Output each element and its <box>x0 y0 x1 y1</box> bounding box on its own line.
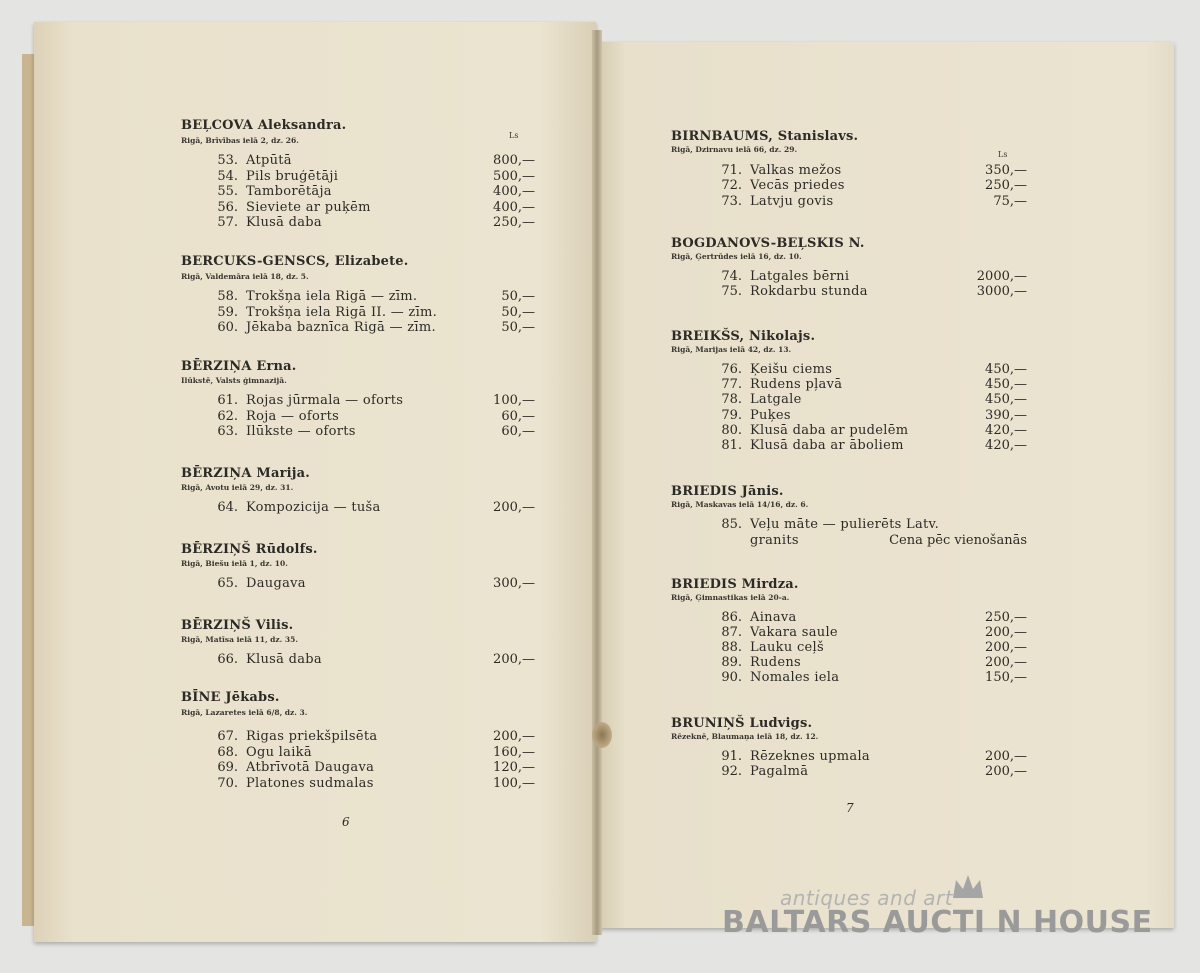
artwork-entry <box>721 438 1027 454</box>
artwork-price: 250,— <box>985 178 1027 194</box>
artwork-title: Ilūkste — oforts <box>246 424 356 440</box>
artwork-number: 73. <box>721 193 742 209</box>
artwork-title: Pils bruģētāji <box>246 168 339 184</box>
artwork-price: 500,— <box>493 168 535 184</box>
artwork-title: Klusā daba <box>246 215 322 231</box>
artwork-title: Vecās priedes <box>750 178 845 194</box>
artwork-title: Latgale <box>750 392 802 408</box>
artwork-title: Atpūtā <box>246 153 292 168</box>
artwork-number: 53. <box>217 153 238 168</box>
artwork-entry <box>721 670 1027 686</box>
artwork-number: 70. <box>217 775 238 791</box>
artwork-price: 200,— <box>493 652 535 667</box>
artwork-title: Jēkaba baznīca Rigā — zīm. <box>246 320 436 336</box>
artist-address: Rigā, Ģertrūdes ielā 16, dz. 10. <box>671 252 802 261</box>
artwork-price: 400,— <box>493 199 535 215</box>
artwork-title: Valkas mežos <box>750 163 842 178</box>
artwork-price: 420,— <box>985 438 1027 453</box>
artist-address: Rēzeknē, Blaumaņa ielā 18, dz. 12. <box>671 732 819 741</box>
artwork-entry <box>721 377 1027 393</box>
artwork-title: Tamborētāja <box>246 184 332 200</box>
artwork-title: Ķeišu ciems <box>750 362 833 377</box>
artist-address: Rigā, Valdemāra ielā 18, dz. 5. <box>181 272 309 281</box>
artwork-price: 200,— <box>985 749 1027 764</box>
artwork-number: 89. <box>721 655 742 671</box>
artist-name: BĒRZIŅA Marija. <box>181 466 311 481</box>
artwork-price: 450,— <box>985 362 1027 377</box>
artwork-number: 54. <box>217 168 238 184</box>
artwork-number: 68. <box>217 744 238 760</box>
artwork-entry <box>217 408 535 425</box>
artwork-entry <box>217 153 535 169</box>
artwork-title: Rigas priekšpilsēta <box>246 729 378 744</box>
artwork-entry <box>217 760 535 776</box>
artwork-title: Pagalmā <box>750 764 809 780</box>
artist-name: BEĻCOVA Aleksandra. <box>181 118 347 133</box>
artwork-title: Klusā daba ar pudelēm <box>750 422 909 438</box>
artwork-entry <box>721 764 1027 780</box>
artwork-title: Puķes <box>750 407 791 423</box>
artwork-number: 81. <box>721 438 742 453</box>
artwork-title: Klusā daba <box>246 652 322 667</box>
artwork-number: 92. <box>721 764 742 780</box>
artwork-price: 400,— <box>493 184 535 200</box>
artwork-number: 77. <box>721 377 742 393</box>
watermark-brand: BALTARS AUCTI N HOUSE <box>722 905 1153 940</box>
artwork-title: Rudens pļavā <box>750 377 843 393</box>
artwork-price: 100,— <box>493 775 535 791</box>
artwork-title: Ogu laikā <box>246 744 312 760</box>
artwork-entry <box>217 304 535 321</box>
artwork-price: 250,— <box>985 610 1027 625</box>
artwork-entry <box>721 749 1027 765</box>
artwork-price: 3000,— <box>976 284 1027 300</box>
artist-address: Rigā, Avotu ielā 29, dz. 31. <box>181 483 294 492</box>
artwork-entry <box>721 284 1027 300</box>
artist-address: Rigā, Dzirnavu ielā 66, dz. 29. <box>671 145 798 154</box>
artwork-entry <box>721 193 1027 210</box>
artist-address: Rigā, Biešu ielā 1, dz. 10. <box>181 559 288 568</box>
artwork-number: 62. <box>217 408 238 424</box>
artwork-entry <box>217 215 535 231</box>
artwork-entry <box>721 163 1027 179</box>
artwork-entry <box>721 655 1027 671</box>
artwork-price: 75,— <box>993 193 1027 209</box>
artwork-entry <box>721 517 1027 548</box>
artwork-number: 57. <box>217 215 238 231</box>
currency-label-right: Ls <box>998 150 1008 159</box>
artist-address: Rigā, Matīsa ielā 11, dz. 35. <box>181 635 298 644</box>
artwork-price: 120,— <box>493 760 535 776</box>
artwork-entry <box>721 269 1027 285</box>
artwork-entry <box>217 729 535 745</box>
artwork-price: 2000,— <box>976 269 1027 284</box>
page-number-left: 6 <box>342 815 350 829</box>
artwork-title: Trokšņa iela Rigā II. — zīm. <box>246 304 438 320</box>
paper-stain <box>592 722 612 748</box>
artwork-number: 75. <box>721 284 742 300</box>
artwork-number: 79. <box>721 407 742 423</box>
artist-name: BERCUKS-GENSCS, Elizabete. <box>181 254 409 269</box>
artwork-number: 74. <box>721 269 742 284</box>
artwork-title: Rudens <box>750 655 802 671</box>
artwork-entry <box>217 199 535 216</box>
artwork-price: 50,— <box>501 320 535 336</box>
artwork-title: Latvju govis <box>750 193 834 209</box>
artwork-price: 450,— <box>985 377 1027 393</box>
artwork-title: Daugava <box>246 576 306 591</box>
artwork-title: Atbrīvotā Daugava <box>246 760 375 776</box>
artist-name: BOGDANOVS-BEĻSKIS N. <box>671 236 865 251</box>
artwork-number: 55. <box>217 184 238 200</box>
artist-address: Rigā, Lazaretes ielā 6/8, dz. 3. <box>181 708 308 717</box>
artwork-entry <box>217 424 535 440</box>
artist-address: Ilūkstē, Valsts ģimnazijā. <box>181 376 287 385</box>
artwork-entry <box>217 652 535 668</box>
artwork-entry <box>217 168 535 185</box>
artwork-number: 91. <box>721 749 742 764</box>
artist-name: BĪNE Jēkabs. <box>181 690 280 705</box>
artwork-title: Rēzeknes upmala <box>750 749 870 764</box>
artwork-price: 200,— <box>493 500 535 515</box>
artist-name: BREIKŠS, Nikolajs. <box>671 329 816 344</box>
artwork-title: Vakara saule <box>750 625 838 641</box>
artist-name: BĒRZIŅA Erna. <box>181 359 297 374</box>
currency-label-left: Ls <box>509 131 519 140</box>
artwork-price: 60,— <box>501 408 535 424</box>
artwork-number: 58. <box>217 289 238 304</box>
artist-address: Rigā, Maskavas ielā 14/16, dz. 6. <box>671 500 809 509</box>
artwork-price: 390,— <box>985 407 1027 423</box>
artwork-number: 72. <box>721 178 742 194</box>
artwork-price: 60,— <box>501 424 535 440</box>
artwork-price: 800,— <box>493 153 535 168</box>
artwork-number: 90. <box>721 670 742 686</box>
artwork-title: Platones sudmalas <box>246 775 374 791</box>
artwork-number: 64. <box>217 500 238 515</box>
artwork-title: Nomales iela <box>750 670 840 686</box>
artwork-entry <box>217 320 535 336</box>
artist-name: BĒRZIŅŠ Rūdolfs. <box>181 542 318 557</box>
artwork-title: Rokdarbu stunda <box>750 284 868 300</box>
artwork-price: 200,— <box>985 625 1027 641</box>
artwork-title: Klusā daba ar āboliem <box>750 438 904 453</box>
artwork-entry <box>217 393 535 409</box>
artwork-price: 200,— <box>985 655 1027 671</box>
artist-address: Rigā, Marijas ielā 42, dz. 13. <box>671 345 792 354</box>
artwork-entry <box>217 775 535 792</box>
artwork-title: Kompozicija — tuša <box>246 500 381 515</box>
artwork-number: 56. <box>217 199 238 215</box>
book-gutter <box>592 30 602 935</box>
artwork-title: Ainava <box>750 610 797 625</box>
artwork-price: 160,— <box>493 744 535 760</box>
artwork-number: 65. <box>217 576 238 591</box>
artwork-number: 67. <box>217 729 238 744</box>
artwork-title: Sieviete ar puķēm <box>246 199 371 215</box>
artwork-title: Lauku ceļš <box>750 640 824 656</box>
artwork-price: 300,— <box>493 576 535 591</box>
artwork-price: 150,— <box>985 670 1027 686</box>
artwork-number: 59. <box>217 304 238 320</box>
artwork-entry <box>217 500 535 516</box>
artwork-number: 80. <box>721 422 742 438</box>
artwork-entry <box>721 640 1027 656</box>
artwork-entry <box>217 289 535 305</box>
artwork-number: 78. <box>721 392 742 408</box>
artwork-title: Trokšņa iela Rigā — zīm. <box>246 289 418 304</box>
crown-icon <box>950 872 986 902</box>
artwork-price: 450,— <box>985 392 1027 408</box>
artwork-price: 200,— <box>493 729 535 744</box>
artist-name: BRUNIŅŠ Ludvigs. <box>671 716 813 731</box>
artwork-title-line2: granits <box>750 533 799 548</box>
artist-address: Rigā, Brīvības ielā 2, dz. 26. <box>181 136 299 145</box>
artwork-entry <box>721 625 1027 641</box>
artwork-entry <box>721 422 1027 439</box>
artwork-entry <box>721 178 1027 194</box>
artwork-number: 88. <box>721 640 742 656</box>
artwork-number: 69. <box>217 760 238 776</box>
artwork-entry <box>217 744 535 761</box>
artwork-number: 63. <box>217 424 238 440</box>
artwork-number: 86. <box>721 610 742 625</box>
artwork-number: 85. <box>721 517 742 532</box>
artwork-number: 87. <box>721 625 742 641</box>
artwork-entry <box>721 362 1027 378</box>
artwork-title: Veļu māte — pulierēts Latv. <box>750 517 940 532</box>
artwork-price: 50,— <box>501 304 535 320</box>
artist-name: BĒRZIŅŠ Vilis. <box>181 618 294 633</box>
artwork-number: 71. <box>721 163 742 178</box>
artwork-price: 200,— <box>985 764 1027 780</box>
artwork-price: 50,— <box>501 289 535 304</box>
artwork-number: 66. <box>217 652 238 667</box>
artwork-price: Cena pēc vienošanās <box>889 533 1027 548</box>
artwork-entry <box>217 576 535 592</box>
artist-address: Rigā, Ģimnastikas ielā 20-a. <box>671 593 790 602</box>
artwork-price: 100,— <box>493 393 535 408</box>
page-number-right: 7 <box>846 801 854 815</box>
artwork-title: Latgales bērni <box>750 269 850 284</box>
artwork-entry <box>721 407 1027 424</box>
artwork-entry <box>721 610 1027 626</box>
artwork-title: Roja — oforts <box>246 408 340 424</box>
artist-name: BRIEDIS Jānis. <box>671 484 784 499</box>
artwork-price: 420,— <box>985 422 1027 438</box>
artwork-entry <box>217 184 535 200</box>
artist-name: BRIEDIS Mirdza. <box>671 577 799 592</box>
artwork-number: 61. <box>217 393 238 408</box>
artwork-number: 60. <box>217 320 238 336</box>
artwork-price: 200,— <box>985 640 1027 656</box>
artist-name: BIRNBAUMS, Stanislavs. <box>671 129 859 144</box>
artwork-price: 350,— <box>985 163 1027 178</box>
watermark-tagline: antiques and art <box>780 886 954 910</box>
artwork-number: 76. <box>721 362 742 377</box>
artwork-entry <box>721 392 1027 408</box>
artwork-price: 250,— <box>493 215 535 231</box>
artwork-title: Rojas jūrmala — oforts <box>246 393 404 408</box>
